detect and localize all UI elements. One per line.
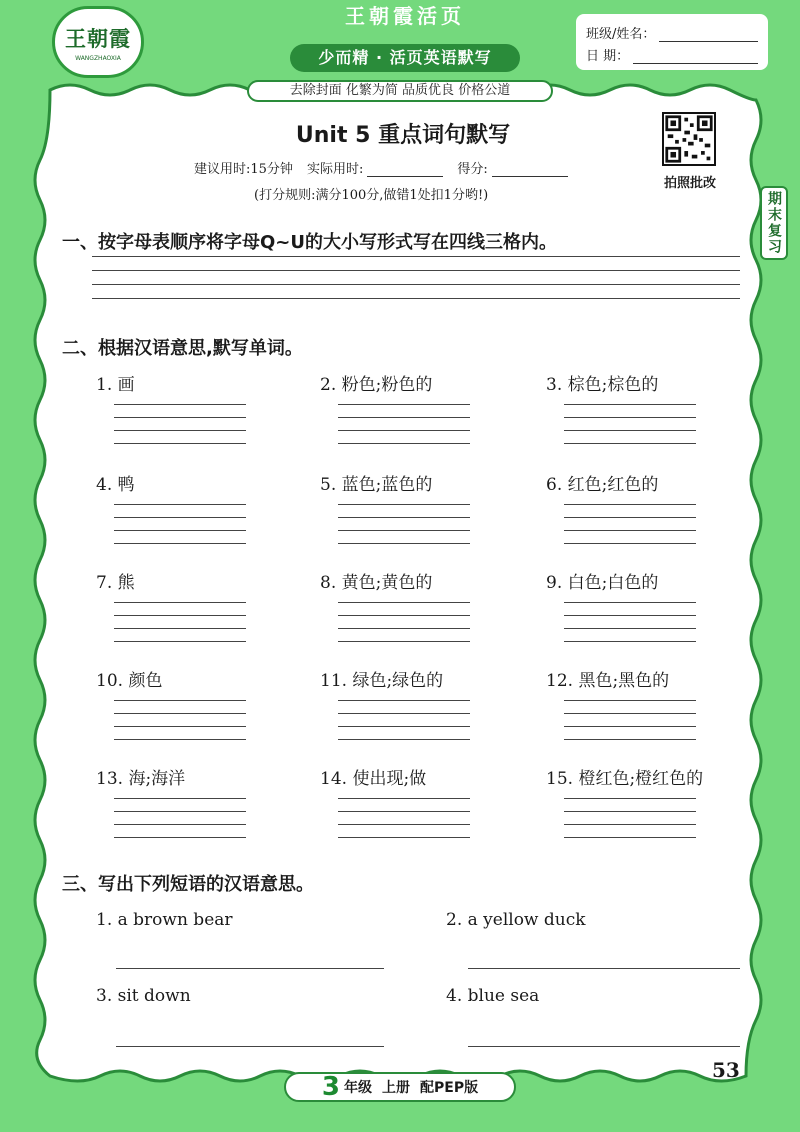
vocab-item-label: 9. 白色;白色的 [546, 573, 659, 593]
answer-line[interactable] [468, 968, 740, 969]
vocab-item [96, 764, 296, 850]
answer-lines[interactable] [564, 700, 696, 740]
class-name-field[interactable] [659, 28, 758, 42]
answer-lines[interactable] [564, 602, 696, 642]
phrase-item: 2. a yellow duck [446, 910, 586, 930]
answer-lines[interactable] [564, 504, 696, 544]
qr-label: 拍照批改 [663, 176, 716, 191]
vocab-item-label: 3. 棕色;棕色的 [546, 375, 659, 395]
vocab-item-label: 13. 海;海洋 [96, 769, 186, 789]
class-name-row [586, 20, 758, 42]
answer-line[interactable] [116, 968, 384, 969]
vocab-item [546, 568, 746, 654]
vocab-item [96, 370, 296, 456]
tagline: 去除封面 化繁为简 品质优良 价格公道 [247, 80, 553, 102]
vocab-item [320, 666, 520, 752]
date-field[interactable] [633, 50, 758, 64]
answer-line[interactable] [468, 1046, 740, 1047]
vocab-item-label: 7. 熊 [96, 573, 135, 593]
vocab-item [546, 370, 746, 456]
vocab-item [320, 764, 520, 850]
grade-edition-footer [284, 1072, 516, 1102]
answer-lines[interactable] [564, 404, 696, 444]
four-line-grid[interactable] [92, 256, 740, 304]
vocab-item-label: 12. 黑色;黑色的 [546, 671, 670, 691]
answer-lines[interactable] [114, 700, 246, 740]
answer-lines[interactable] [114, 504, 246, 544]
vocab-item [546, 470, 746, 556]
vocab-item-label: 11. 绿色;绿色的 [320, 671, 444, 691]
brand-logo [52, 6, 144, 78]
vocab-item [96, 568, 296, 654]
slogan-banner: 少而精 · 活页英语默写 [290, 44, 520, 72]
side-tab-review: 期末复习 [760, 186, 788, 260]
grade-number: 3 [321, 1072, 340, 1102]
class-name-label: 班级/姓名： [586, 27, 656, 42]
grade-label: 年级 [344, 1080, 372, 1096]
vocab-item [546, 764, 756, 850]
vocab-item [96, 666, 296, 752]
logo-text: 王朝霞 [65, 25, 131, 51]
vocab-item [320, 470, 520, 556]
vocab-item-label: 8. 黄色;黄色的 [320, 573, 433, 593]
vocab-item [320, 370, 520, 456]
term-label: 上册 [382, 1080, 410, 1096]
actual-time-label: 实际用时: [306, 162, 364, 177]
phrase-item: 3. sit down [96, 986, 191, 1006]
page-title: Unit 5 重点词句默写 [295, 123, 511, 148]
answer-lines[interactable] [114, 404, 246, 444]
answer-lines[interactable] [338, 602, 470, 642]
brand-name: 王朝霞活页 [345, 4, 465, 28]
vocab-item [96, 470, 296, 556]
vocab-item-label: 5. 蓝色;蓝色的 [320, 475, 433, 495]
vocab-item-label: 14. 使出现;做 [320, 769, 427, 789]
answer-lines[interactable] [338, 504, 470, 544]
section1-title: 一、按字母表顺序将字母Q~U的大小写形式写在四线三格内。 [62, 232, 557, 253]
time-score-line [194, 158, 574, 177]
vocab-item [546, 666, 746, 752]
qr-code-icon[interactable] [662, 112, 716, 166]
phrase-item: 4. blue sea [446, 986, 540, 1006]
vocab-item-label: 10. 颜色 [96, 671, 163, 691]
scoring-rule: (打分规则:满分100分,做错1处扣1分哟!) [254, 188, 489, 203]
answer-line[interactable] [116, 1046, 384, 1047]
vocab-item-label: 2. 粉色;粉色的 [320, 375, 433, 395]
vocab-item-label: 1. 画 [96, 375, 135, 395]
vocab-item [320, 568, 520, 654]
vocab-item-label: 15. 橙红色;橙红色的 [546, 769, 704, 789]
student-info-box [576, 14, 768, 70]
answer-lines[interactable] [114, 798, 246, 838]
date-label: 日 期： [586, 49, 630, 64]
answer-lines[interactable] [564, 798, 696, 838]
vocab-item-label: 4. 鸭 [96, 475, 135, 495]
page-number: 53 [712, 1058, 740, 1082]
logo-subtext: WANGZHAOXIA [75, 54, 121, 62]
suggested-time: 建议用时:15分钟 [194, 162, 293, 177]
answer-lines[interactable] [338, 798, 470, 838]
date-row [586, 42, 758, 64]
phrase-item: 1. a brown bear [96, 910, 233, 930]
answer-lines[interactable] [338, 700, 470, 740]
section2-title: 二、根据汉语意思,默写单词。 [62, 338, 303, 359]
actual-time-field[interactable] [367, 163, 443, 177]
vocab-item-label: 6. 红色;红色的 [546, 475, 659, 495]
score-field[interactable] [492, 163, 568, 177]
answer-lines[interactable] [338, 404, 470, 444]
edition-label: 配PEP版 [420, 1080, 479, 1096]
score-label: 得分: [457, 162, 488, 177]
answer-lines[interactable] [114, 602, 246, 642]
section3-title: 三、写出下列短语的汉语意思。 [62, 874, 314, 895]
